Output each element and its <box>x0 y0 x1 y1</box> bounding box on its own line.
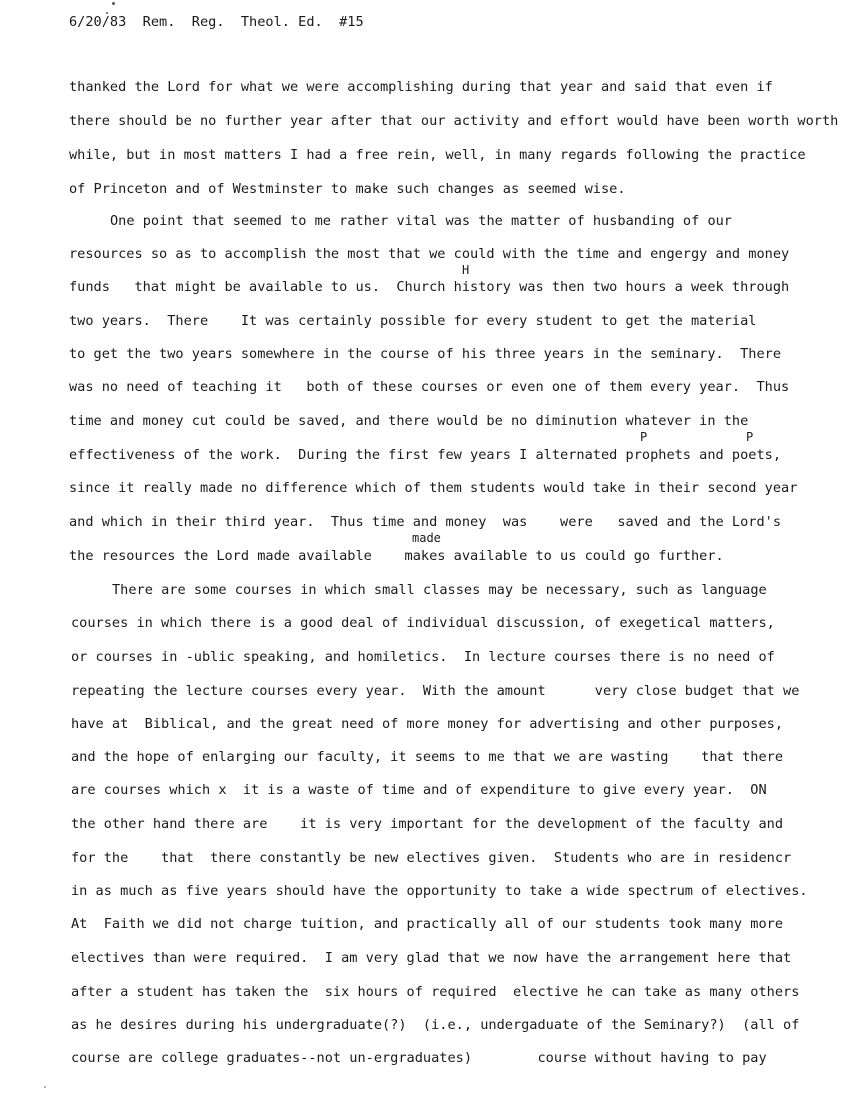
text-line: and which in their third year. Thus time and money was were saved and the Lord's <box>69 514 782 530</box>
text-line: thanked the Lord for what we were accomplishing during that year and said that even if <box>69 79 773 95</box>
paper-speck <box>44 1086 46 1088</box>
text-line: have at Biblical, and the great need of more money for advertising and other purposes, <box>71 716 784 732</box>
text-line: of Princeton and of Westminster to make such changes as seemed wise. <box>69 181 626 197</box>
text-line: are courses which x it is a waste of time and of expenditure to give every year. ON <box>71 782 767 798</box>
text-line: the resources the Lord made available makes available to us could go further. <box>69 548 724 564</box>
text-line: and the hope of enlarging our faculty, it seems to me that we are wasting that there <box>71 749 784 765</box>
text-line: the other hand there are it is very important for the development of the faculty and <box>71 816 784 832</box>
interlinear-correction: made <box>412 531 441 545</box>
text-line: At Faith we did not charge tuition, and practically all of our students took many more <box>71 916 784 932</box>
text-line: to get the two years somewhere in the course of his three years in the seminary. There <box>69 346 782 362</box>
text-line: since it really made no difference which of them students would take in their second year <box>69 480 798 496</box>
text-line: as he desires during his undergraduate(?) (i.e., undergaduate of the Seminary?) (all of <box>71 1017 800 1033</box>
interlinear-correction: P <box>640 430 648 444</box>
text-line: for the that there constantly be new electives given. Students who are in residencr <box>71 850 792 866</box>
text-line: time and money cut could be saved, and there would be no diminution whatever in the <box>69 413 749 429</box>
text-line: while, but in most matters I had a free rein, well, in many regards following the practice <box>69 147 806 163</box>
text-line: resources so as to accomplish the most that we could with the time and engergy and money <box>69 246 790 262</box>
text-line: two years. There It was certainly possible for every student to get the material <box>69 313 757 329</box>
interlinear-correction: H <box>462 263 470 277</box>
text-line: One point that seemed to me rather vital was the matter of husbanding of our <box>110 213 732 229</box>
interlinear-correction: P <box>746 430 754 444</box>
paper-speck <box>106 12 108 14</box>
text-line: or courses in -ublic speaking, and homiletics. In lecture courses there is no need of <box>71 649 775 665</box>
text-line: course are college graduates--not un-ergraduates) course without having to pay <box>71 1050 767 1066</box>
paper-speck <box>112 2 115 5</box>
text-line: There are some courses in which small classes may be necessary, such as language <box>112 582 767 598</box>
text-line: was no need of teaching it both of these courses or even one of them every year. Thus <box>69 379 790 395</box>
text-line: in as much as five years should have the opportunity to take a wide spectrum of electives. <box>71 883 808 899</box>
text-line: effectiveness of the work. During the first few years I alternated prophets and poets, <box>69 447 782 463</box>
page-header: 6/20/83 Rem. Reg. Theol. Ed. #15 <box>69 14 364 30</box>
text-line: funds that might be available to us. Church history was then two hours a week through <box>69 279 790 295</box>
text-line: electives than were required. I am very glad that we now have the arrangement here that <box>71 950 792 966</box>
text-line: after a student has taken the six hours of required elective he can take as many others <box>71 984 800 1000</box>
text-line: there should be no further year after that our activity and effort would have been worth worth <box>69 113 839 129</box>
text-line: repeating the lecture courses every year. With the amount very close budget that we <box>71 683 800 699</box>
text-line: courses in which there is a good deal of individual discussion, of exegetical matters, <box>71 615 775 631</box>
